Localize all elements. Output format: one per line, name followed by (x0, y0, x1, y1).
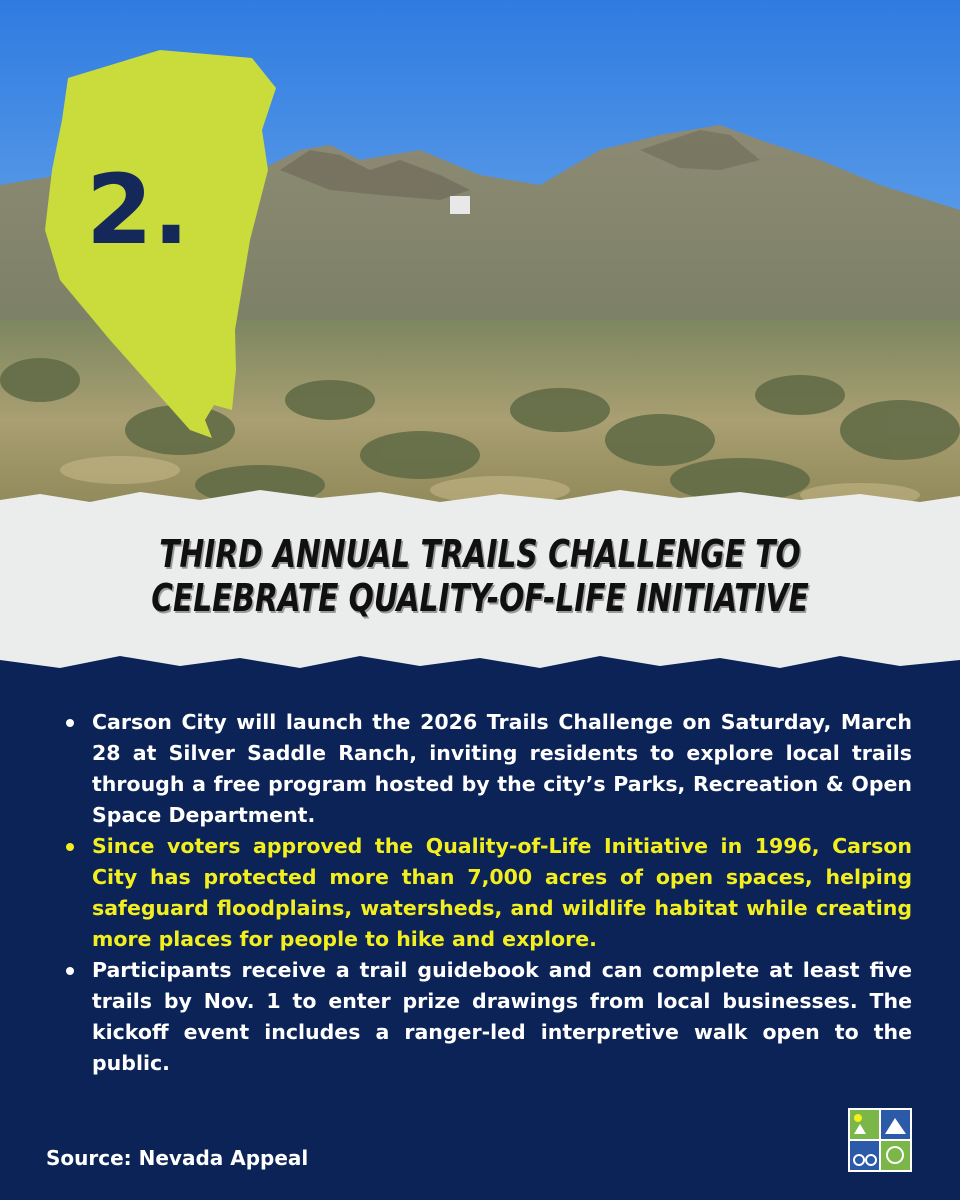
bullet-list (64, 707, 912, 1079)
title-band (0, 480, 960, 685)
badge-number: 2. (86, 154, 190, 266)
bullet-text: Carson City will launch the 2026 Trails Challenge on Saturday, March 28 at Silver Saddle Ranch, inviting residents to explore local trails through a free program hosted by the city’s Parks, Recreation & Open Space Department. (92, 710, 912, 827)
bullet-dot-icon (66, 843, 74, 851)
bullet-text: Participants receive a trail guidebook and can complete at least five trails by Nov. 1 to enter prize drawings from local businesses. The kickoff event includes a ranger-led interpretive walk open to the public. (92, 958, 912, 1075)
headline (106, 532, 855, 620)
headline-line-1: THIRD ANNUAL TRAILS CHALLENGE TO (159, 532, 801, 576)
body-panel (0, 685, 960, 1200)
nevada-badge (0, 0, 300, 470)
headline-line-2: CELEBRATE QUALITY-OF-LIFE INITIATIVE (151, 576, 809, 620)
source-credit: Source: Nevada Appeal (46, 1146, 309, 1170)
bullet-item-highlighted (64, 831, 912, 955)
bullet-item (64, 955, 912, 1079)
bullet-dot-icon (66, 719, 74, 727)
bullet-text: Since voters approved the Quality-of-Life Initiative in 1996, Carson City has protected more than 7,000 acres of open spaces, helping safeguard floodplains, watersheds, and wildlife habitat while creating more places for people to hike and explore. (92, 834, 912, 951)
bullet-dot-icon (66, 967, 74, 975)
parks-logo-icon (848, 1108, 912, 1172)
bullet-item (64, 707, 912, 831)
